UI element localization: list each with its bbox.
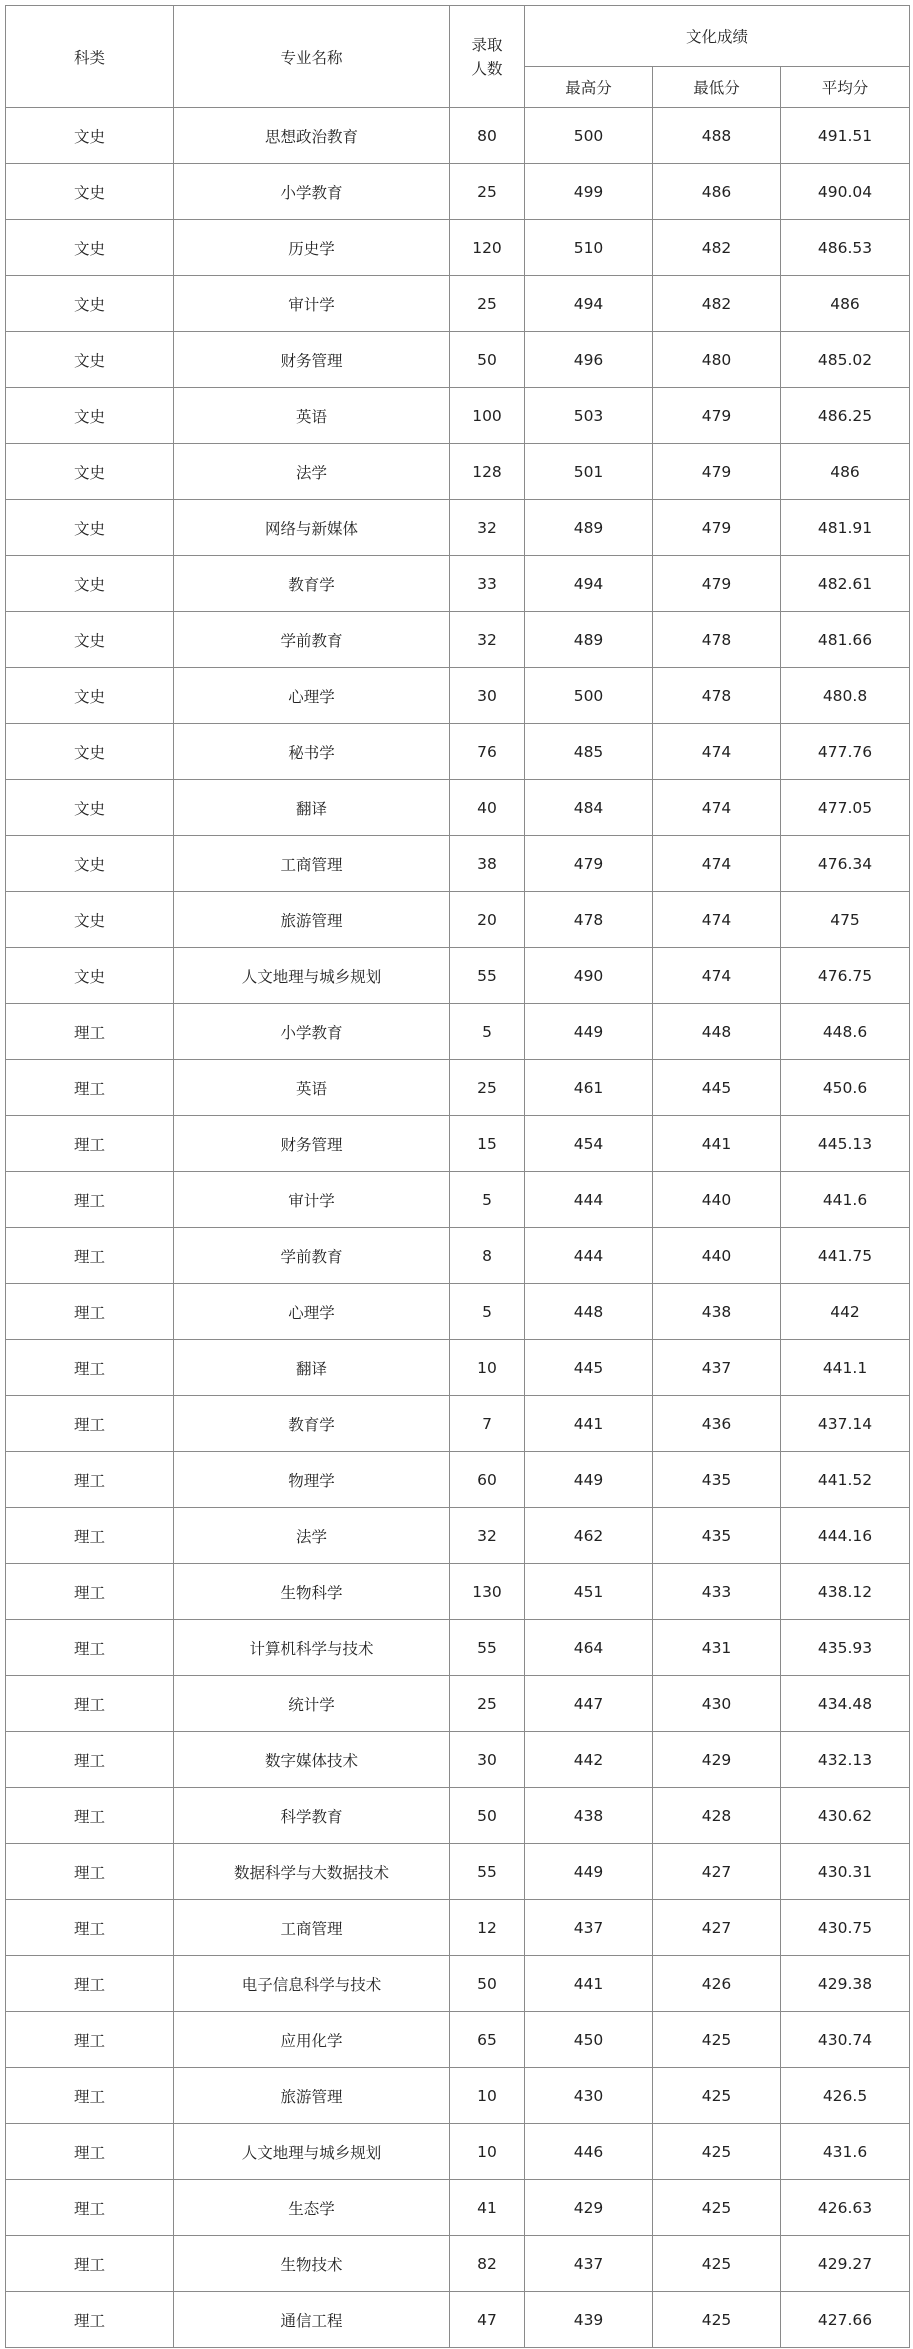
cell-avg: 441.6 <box>781 1172 910 1228</box>
cell-major: 思想政治教育 <box>174 108 450 164</box>
cell-major: 翻译 <box>174 780 450 836</box>
cell-max: 444 <box>525 1172 653 1228</box>
cell-category: 理工 <box>6 2124 174 2180</box>
cell-major: 工商管理 <box>174 836 450 892</box>
cell-admitted: 33 <box>450 556 525 612</box>
cell-min: 438 <box>653 1284 781 1340</box>
table-row <box>6 556 910 612</box>
cell-max: 494 <box>525 556 653 612</box>
cell-min: 426 <box>653 1956 781 2012</box>
cell-min: 480 <box>653 332 781 388</box>
cell-admitted: 25 <box>450 276 525 332</box>
cell-admitted: 12 <box>450 1900 525 1956</box>
cell-avg: 438.12 <box>781 1564 910 1620</box>
cell-max: 490 <box>525 948 653 1004</box>
cell-avg: 441.1 <box>781 1340 910 1396</box>
cell-min: 425 <box>653 2068 781 2124</box>
cell-min: 479 <box>653 444 781 500</box>
cell-max: 448 <box>525 1284 653 1340</box>
cell-min: 435 <box>653 1452 781 1508</box>
cell-max: 494 <box>525 276 653 332</box>
table-row <box>6 892 910 948</box>
cell-avg: 441.75 <box>781 1228 910 1284</box>
cell-admitted: 60 <box>450 1452 525 1508</box>
cell-avg: 485.02 <box>781 332 910 388</box>
cell-max: 447 <box>525 1676 653 1732</box>
cell-major: 法学 <box>174 444 450 500</box>
cell-major: 财务管理 <box>174 1116 450 1172</box>
table-header <box>6 6 910 108</box>
cell-max: 444 <box>525 1228 653 1284</box>
cell-admitted: 55 <box>450 1620 525 1676</box>
table-row <box>6 1116 910 1172</box>
cell-min: 427 <box>653 1844 781 1900</box>
cell-admitted: 32 <box>450 1508 525 1564</box>
header-admitted <box>450 6 525 108</box>
cell-major: 旅游管理 <box>174 2068 450 2124</box>
table-row <box>6 444 910 500</box>
cell-min: 482 <box>653 276 781 332</box>
cell-max: 450 <box>525 2012 653 2068</box>
cell-major: 旅游管理 <box>174 892 450 948</box>
table-row <box>6 1172 910 1228</box>
cell-avg: 430.75 <box>781 1900 910 1956</box>
cell-min: 474 <box>653 724 781 780</box>
cell-max: 500 <box>525 108 653 164</box>
cell-avg: 430.62 <box>781 1788 910 1844</box>
cell-major: 小学教育 <box>174 1004 450 1060</box>
table-row <box>6 948 910 1004</box>
table-row <box>6 612 910 668</box>
cell-category: 理工 <box>6 1564 174 1620</box>
cell-major: 生物科学 <box>174 1564 450 1620</box>
cell-admitted: 10 <box>450 2068 525 2124</box>
cell-admitted: 50 <box>450 1956 525 2012</box>
cell-max: 437 <box>525 1900 653 1956</box>
cell-category: 理工 <box>6 1116 174 1172</box>
cell-admitted: 55 <box>450 948 525 1004</box>
cell-min: 427 <box>653 1900 781 1956</box>
cell-max: 464 <box>525 1620 653 1676</box>
cell-avg: 431.6 <box>781 2124 910 2180</box>
cell-major: 历史学 <box>174 220 450 276</box>
cell-avg: 482.61 <box>781 556 910 612</box>
cell-major: 人文地理与城乡规划 <box>174 948 450 1004</box>
cell-avg: 486 <box>781 444 910 500</box>
cell-category: 理工 <box>6 2012 174 2068</box>
cell-admitted: 32 <box>450 500 525 556</box>
cell-admitted: 5 <box>450 1172 525 1228</box>
cell-max: 500 <box>525 668 653 724</box>
cell-category: 文史 <box>6 836 174 892</box>
cell-category: 文史 <box>6 220 174 276</box>
cell-min: 429 <box>653 1732 781 1788</box>
cell-category: 文史 <box>6 108 174 164</box>
cell-max: 462 <box>525 1508 653 1564</box>
cell-max: 489 <box>525 500 653 556</box>
table-row <box>6 108 910 164</box>
cell-avg: 475 <box>781 892 910 948</box>
cell-min: 425 <box>653 2236 781 2292</box>
cell-avg: 486.25 <box>781 388 910 444</box>
cell-min: 425 <box>653 2180 781 2236</box>
cell-major: 电子信息科学与技术 <box>174 1956 450 2012</box>
table-row <box>6 1564 910 1620</box>
table-row <box>6 2124 910 2180</box>
table-row <box>6 2236 910 2292</box>
cell-avg: 450.6 <box>781 1060 910 1116</box>
cell-major: 审计学 <box>174 276 450 332</box>
table-body <box>6 108 910 2348</box>
cell-category: 理工 <box>6 1844 174 1900</box>
cell-major: 生物技术 <box>174 2236 450 2292</box>
cell-major: 审计学 <box>174 1172 450 1228</box>
cell-admitted: 80 <box>450 108 525 164</box>
cell-major: 生态学 <box>174 2180 450 2236</box>
cell-max: 441 <box>525 1396 653 1452</box>
cell-avg: 477.05 <box>781 780 910 836</box>
cell-max: 510 <box>525 220 653 276</box>
cell-max: 445 <box>525 1340 653 1396</box>
cell-admitted: 47 <box>450 2292 525 2348</box>
table-row <box>6 1228 910 1284</box>
cell-admitted: 100 <box>450 388 525 444</box>
table-row <box>6 836 910 892</box>
table-row <box>6 724 910 780</box>
cell-major: 计算机科学与技术 <box>174 1620 450 1676</box>
cell-category: 理工 <box>6 1508 174 1564</box>
cell-major: 英语 <box>174 388 450 444</box>
cell-category: 文史 <box>6 612 174 668</box>
cell-major: 数字媒体技术 <box>174 1732 450 1788</box>
cell-admitted: 65 <box>450 2012 525 2068</box>
cell-major: 财务管理 <box>174 332 450 388</box>
header-max: 最高分 <box>525 67 653 108</box>
cell-max: 499 <box>525 164 653 220</box>
cell-category: 文史 <box>6 948 174 1004</box>
cell-major: 教育学 <box>174 556 450 612</box>
cell-category: 理工 <box>6 1284 174 1340</box>
cell-admitted: 7 <box>450 1396 525 1452</box>
cell-major: 英语 <box>174 1060 450 1116</box>
cell-avg: 434.48 <box>781 1676 910 1732</box>
cell-category: 文史 <box>6 780 174 836</box>
cell-min: 479 <box>653 388 781 444</box>
cell-min: 474 <box>653 780 781 836</box>
cell-category: 理工 <box>6 1452 174 1508</box>
cell-max: 446 <box>525 2124 653 2180</box>
cell-min: 436 <box>653 1396 781 1452</box>
admission-score-table <box>5 5 910 2348</box>
cell-major: 学前教育 <box>174 612 450 668</box>
cell-avg: 445.13 <box>781 1116 910 1172</box>
header-avg: 平均分 <box>781 67 910 108</box>
cell-min: 478 <box>653 668 781 724</box>
cell-admitted: 25 <box>450 1676 525 1732</box>
table-row <box>6 2068 910 2124</box>
cell-max: 484 <box>525 780 653 836</box>
cell-category: 文史 <box>6 724 174 780</box>
cell-category: 理工 <box>6 1620 174 1676</box>
table-row <box>6 276 910 332</box>
cell-avg: 448.6 <box>781 1004 910 1060</box>
cell-avg: 486.53 <box>781 220 910 276</box>
cell-major: 工商管理 <box>174 1900 450 1956</box>
table-row <box>6 500 910 556</box>
cell-max: 449 <box>525 1844 653 1900</box>
cell-min: 440 <box>653 1172 781 1228</box>
cell-admitted: 128 <box>450 444 525 500</box>
cell-min: 486 <box>653 164 781 220</box>
cell-min: 479 <box>653 500 781 556</box>
cell-category: 理工 <box>6 1172 174 1228</box>
cell-admitted: 10 <box>450 2124 525 2180</box>
cell-min: 474 <box>653 836 781 892</box>
cell-avg: 430.74 <box>781 2012 910 2068</box>
cell-category: 理工 <box>6 2292 174 2348</box>
cell-avg: 444.16 <box>781 1508 910 1564</box>
cell-category: 文史 <box>6 668 174 724</box>
cell-avg: 476.34 <box>781 836 910 892</box>
cell-avg: 426.5 <box>781 2068 910 2124</box>
cell-admitted: 32 <box>450 612 525 668</box>
cell-admitted: 30 <box>450 1732 525 1788</box>
cell-avg: 480.8 <box>781 668 910 724</box>
cell-avg: 429.38 <box>781 1956 910 2012</box>
cell-category: 理工 <box>6 1340 174 1396</box>
cell-category: 文史 <box>6 332 174 388</box>
cell-admitted: 120 <box>450 220 525 276</box>
cell-category: 理工 <box>6 1004 174 1060</box>
cell-category: 理工 <box>6 2180 174 2236</box>
table-row <box>6 1396 910 1452</box>
table-row <box>6 1508 910 1564</box>
cell-category: 理工 <box>6 1956 174 2012</box>
cell-avg: 437.14 <box>781 1396 910 1452</box>
cell-major: 物理学 <box>174 1452 450 1508</box>
cell-admitted: 41 <box>450 2180 525 2236</box>
cell-min: 428 <box>653 1788 781 1844</box>
cell-admitted: 5 <box>450 1004 525 1060</box>
cell-max: 439 <box>525 2292 653 2348</box>
cell-admitted: 30 <box>450 668 525 724</box>
cell-max: 454 <box>525 1116 653 1172</box>
cell-max: 461 <box>525 1060 653 1116</box>
cell-major: 数据科学与大数据技术 <box>174 1844 450 1900</box>
cell-admitted: 20 <box>450 892 525 948</box>
cell-admitted: 130 <box>450 1564 525 1620</box>
cell-admitted: 55 <box>450 1844 525 1900</box>
cell-major: 小学教育 <box>174 164 450 220</box>
cell-avg: 442 <box>781 1284 910 1340</box>
cell-admitted: 82 <box>450 2236 525 2292</box>
cell-category: 文史 <box>6 892 174 948</box>
cell-category: 理工 <box>6 1228 174 1284</box>
cell-avg: 490.04 <box>781 164 910 220</box>
table-row <box>6 1900 910 1956</box>
table-row <box>6 2292 910 2348</box>
table-row <box>6 220 910 276</box>
cell-category: 理工 <box>6 2236 174 2292</box>
header-min: 最低分 <box>653 67 781 108</box>
table-row <box>6 1788 910 1844</box>
cell-admitted: 50 <box>450 332 525 388</box>
cell-max: 442 <box>525 1732 653 1788</box>
cell-avg: 481.66 <box>781 612 910 668</box>
cell-max: 449 <box>525 1452 653 1508</box>
table-row <box>6 164 910 220</box>
cell-min: 430 <box>653 1676 781 1732</box>
cell-avg: 426.63 <box>781 2180 910 2236</box>
cell-min: 445 <box>653 1060 781 1116</box>
table-row <box>6 1956 910 2012</box>
table-row <box>6 1004 910 1060</box>
cell-category: 文史 <box>6 276 174 332</box>
cell-max: 496 <box>525 332 653 388</box>
cell-category: 理工 <box>6 1788 174 1844</box>
table-row <box>6 332 910 388</box>
cell-admitted: 76 <box>450 724 525 780</box>
cell-major: 翻译 <box>174 1340 450 1396</box>
cell-avg: 429.27 <box>781 2236 910 2292</box>
cell-min: 425 <box>653 2012 781 2068</box>
cell-major: 法学 <box>174 1508 450 1564</box>
cell-min: 431 <box>653 1620 781 1676</box>
cell-max: 429 <box>525 2180 653 2236</box>
cell-category: 文史 <box>6 388 174 444</box>
cell-admitted: 10 <box>450 1340 525 1396</box>
cell-min: 479 <box>653 556 781 612</box>
cell-admitted: 8 <box>450 1228 525 1284</box>
cell-avg: 491.51 <box>781 108 910 164</box>
cell-max: 478 <box>525 892 653 948</box>
cell-max: 438 <box>525 1788 653 1844</box>
header-admitted-text: 录取人数 <box>471 35 503 78</box>
cell-major: 统计学 <box>174 1676 450 1732</box>
cell-max: 501 <box>525 444 653 500</box>
cell-max: 479 <box>525 836 653 892</box>
cell-category: 理工 <box>6 2068 174 2124</box>
header-major: 专业名称 <box>174 6 450 108</box>
cell-avg: 477.76 <box>781 724 910 780</box>
cell-min: 435 <box>653 1508 781 1564</box>
table-row <box>6 1060 910 1116</box>
cell-max: 437 <box>525 2236 653 2292</box>
cell-admitted: 25 <box>450 164 525 220</box>
cell-category: 文史 <box>6 556 174 612</box>
cell-max: 449 <box>525 1004 653 1060</box>
cell-major: 教育学 <box>174 1396 450 1452</box>
cell-admitted: 50 <box>450 1788 525 1844</box>
header-score-group: 文化成绩 <box>525 6 910 67</box>
cell-min: 474 <box>653 948 781 1004</box>
cell-avg: 476.75 <box>781 948 910 1004</box>
cell-max: 451 <box>525 1564 653 1620</box>
cell-category: 理工 <box>6 1060 174 1116</box>
cell-avg: 481.91 <box>781 500 910 556</box>
cell-category: 理工 <box>6 1732 174 1788</box>
cell-major: 科学教育 <box>174 1788 450 1844</box>
table-row <box>6 1452 910 1508</box>
cell-min: 437 <box>653 1340 781 1396</box>
cell-min: 478 <box>653 612 781 668</box>
cell-major: 学前教育 <box>174 1228 450 1284</box>
table-row <box>6 780 910 836</box>
table-row <box>6 1620 910 1676</box>
cell-min: 425 <box>653 2124 781 2180</box>
cell-admitted: 15 <box>450 1116 525 1172</box>
cell-min: 474 <box>653 892 781 948</box>
table-row <box>6 2012 910 2068</box>
cell-avg: 430.31 <box>781 1844 910 1900</box>
cell-max: 503 <box>525 388 653 444</box>
cell-admitted: 25 <box>450 1060 525 1116</box>
cell-min: 440 <box>653 1228 781 1284</box>
cell-category: 理工 <box>6 1676 174 1732</box>
cell-avg: 441.52 <box>781 1452 910 1508</box>
cell-admitted: 5 <box>450 1284 525 1340</box>
cell-major: 通信工程 <box>174 2292 450 2348</box>
table-row <box>6 1284 910 1340</box>
cell-major: 秘书学 <box>174 724 450 780</box>
cell-min: 433 <box>653 1564 781 1620</box>
cell-major: 人文地理与城乡规划 <box>174 2124 450 2180</box>
cell-max: 485 <box>525 724 653 780</box>
cell-max: 489 <box>525 612 653 668</box>
table-row <box>6 1844 910 1900</box>
cell-avg: 486 <box>781 276 910 332</box>
table-row <box>6 1676 910 1732</box>
header-category: 科类 <box>6 6 174 108</box>
table-row <box>6 668 910 724</box>
cell-min: 425 <box>653 2292 781 2348</box>
cell-admitted: 40 <box>450 780 525 836</box>
cell-min: 448 <box>653 1004 781 1060</box>
cell-major: 应用化学 <box>174 2012 450 2068</box>
cell-min: 441 <box>653 1116 781 1172</box>
table-row <box>6 1732 910 1788</box>
cell-major: 心理学 <box>174 668 450 724</box>
table-row <box>6 1340 910 1396</box>
cell-category: 文史 <box>6 164 174 220</box>
cell-major: 心理学 <box>174 1284 450 1340</box>
cell-category: 理工 <box>6 1900 174 1956</box>
cell-avg: 435.93 <box>781 1620 910 1676</box>
cell-category: 理工 <box>6 1396 174 1452</box>
cell-max: 430 <box>525 2068 653 2124</box>
table-row <box>6 388 910 444</box>
cell-avg: 427.66 <box>781 2292 910 2348</box>
cell-admitted: 38 <box>450 836 525 892</box>
cell-avg: 432.13 <box>781 1732 910 1788</box>
cell-category: 文史 <box>6 500 174 556</box>
cell-min: 488 <box>653 108 781 164</box>
cell-max: 441 <box>525 1956 653 2012</box>
cell-category: 文史 <box>6 444 174 500</box>
table-row <box>6 2180 910 2236</box>
cell-major: 网络与新媒体 <box>174 500 450 556</box>
cell-min: 482 <box>653 220 781 276</box>
